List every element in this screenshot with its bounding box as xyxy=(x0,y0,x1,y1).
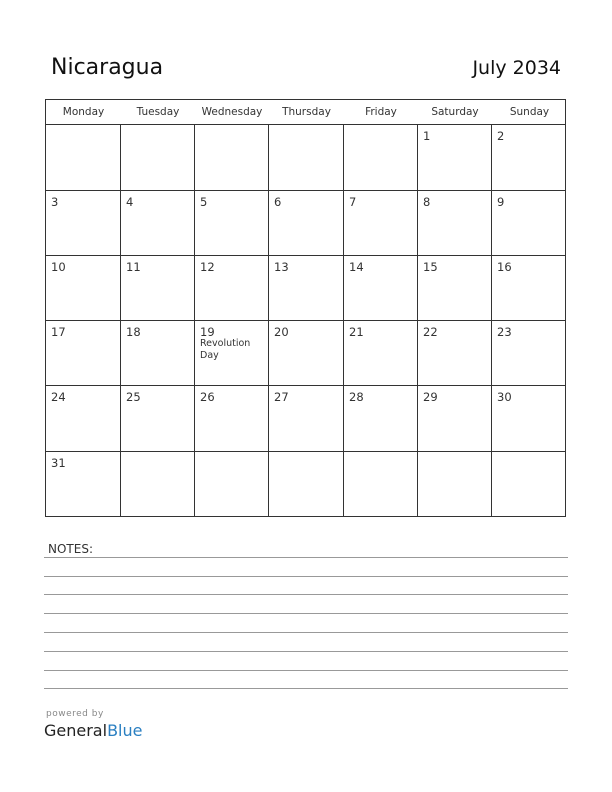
day-cell[interactable] xyxy=(418,255,492,320)
day-cell[interactable] xyxy=(121,124,195,190)
day-cell[interactable] xyxy=(269,320,344,385)
brand-blue: Blue xyxy=(107,721,143,740)
day-cell[interactable] xyxy=(46,320,121,385)
day-cell[interactable] xyxy=(121,190,195,255)
day-number: 20 xyxy=(274,325,289,339)
day-number: 15 xyxy=(423,260,438,274)
day-cell[interactable] xyxy=(418,190,492,255)
notes-line xyxy=(44,688,568,689)
day-cell[interactable] xyxy=(121,385,195,451)
day-cell[interactable] xyxy=(269,451,344,517)
notes-line xyxy=(44,557,568,558)
day-cell[interactable] xyxy=(46,190,121,255)
day-number: 14 xyxy=(349,260,364,274)
day-number: 31 xyxy=(51,456,66,470)
day-number: 28 xyxy=(349,390,364,404)
day-cell[interactable] xyxy=(418,320,492,385)
notes-line xyxy=(44,651,568,652)
day-number: 16 xyxy=(497,260,512,274)
day-number: 3 xyxy=(51,195,59,209)
weekday-sunday: Sunday xyxy=(509,106,550,118)
weekday-monday: Monday xyxy=(62,106,105,118)
day-number: 26 xyxy=(200,390,215,404)
generalblue-logo[interactable] xyxy=(44,721,142,740)
day-cell[interactable] xyxy=(344,385,418,451)
day-number: 18 xyxy=(126,325,141,339)
weekday-tuesday: Tuesday xyxy=(136,106,180,118)
brand-general: General xyxy=(44,721,108,740)
day-number: 1 xyxy=(423,129,431,143)
weekday-wednesday: Wednesday xyxy=(201,106,263,118)
day-cell[interactable] xyxy=(46,255,121,320)
day-number: 9 xyxy=(497,195,505,209)
notes-label: NOTES: xyxy=(48,542,93,556)
day-cell[interactable] xyxy=(195,124,269,190)
day-cell[interactable] xyxy=(195,255,269,320)
day-number: 21 xyxy=(349,325,364,339)
day-number: 29 xyxy=(423,390,438,404)
weekday-saturday: Saturday xyxy=(431,106,479,118)
day-number: 30 xyxy=(497,390,512,404)
day-cell[interactable] xyxy=(46,385,121,451)
country-title: Nicaragua xyxy=(51,55,164,80)
weekday-header-row xyxy=(46,100,565,125)
notes-line xyxy=(44,670,568,671)
day-cell[interactable] xyxy=(195,451,269,517)
day-cell[interactable] xyxy=(46,451,121,517)
day-cell[interactable] xyxy=(418,451,492,517)
notes-line xyxy=(44,594,568,595)
day-number: 27 xyxy=(274,390,289,404)
calendar-grid xyxy=(45,99,566,517)
day-number: 17 xyxy=(51,325,66,339)
day-number: 10 xyxy=(51,260,66,274)
day-cell[interactable] xyxy=(418,124,492,190)
day-cell[interactable] xyxy=(344,124,418,190)
day-cell[interactable] xyxy=(195,385,269,451)
holiday-label: Revolution Day xyxy=(200,338,251,361)
day-cell[interactable] xyxy=(344,190,418,255)
month-year-title: July 2034 xyxy=(472,57,561,79)
day-cell[interactable] xyxy=(195,320,269,385)
day-number: 25 xyxy=(126,390,141,404)
day-number: 6 xyxy=(274,195,282,209)
day-cell[interactable] xyxy=(121,255,195,320)
day-number: 11 xyxy=(126,260,141,274)
day-cell[interactable] xyxy=(269,255,344,320)
powered-by-text: powered by xyxy=(46,709,104,719)
day-cell[interactable] xyxy=(418,385,492,451)
day-cell[interactable] xyxy=(492,451,567,517)
day-cell[interactable] xyxy=(269,124,344,190)
weekday-thursday: Thursday xyxy=(282,106,331,118)
day-number: 5 xyxy=(200,195,208,209)
day-cell[interactable] xyxy=(492,320,567,385)
day-cell[interactable] xyxy=(269,385,344,451)
day-cell[interactable] xyxy=(492,255,567,320)
day-cell[interactable] xyxy=(344,255,418,320)
day-number: 23 xyxy=(497,325,512,339)
day-number: 7 xyxy=(349,195,357,209)
day-number: 13 xyxy=(274,260,289,274)
notes-line xyxy=(44,576,568,577)
notes-line xyxy=(44,632,568,633)
day-cell[interactable] xyxy=(492,190,567,255)
notes-line xyxy=(44,613,568,614)
day-number: 4 xyxy=(126,195,134,209)
day-cell[interactable] xyxy=(46,124,121,190)
day-cell[interactable] xyxy=(344,451,418,517)
day-number: 24 xyxy=(51,390,66,404)
day-number: 19 xyxy=(200,325,215,339)
day-cell[interactable] xyxy=(269,190,344,255)
day-cell[interactable] xyxy=(195,190,269,255)
day-cell[interactable] xyxy=(492,385,567,451)
day-number: 2 xyxy=(497,129,505,143)
day-cell[interactable] xyxy=(121,451,195,517)
day-cell[interactable] xyxy=(492,124,567,190)
day-cell[interactable] xyxy=(121,320,195,385)
day-number: 12 xyxy=(200,260,215,274)
day-number: 22 xyxy=(423,325,438,339)
weekday-friday: Friday xyxy=(365,106,397,118)
day-number: 8 xyxy=(423,195,431,209)
day-cell[interactable] xyxy=(344,320,418,385)
